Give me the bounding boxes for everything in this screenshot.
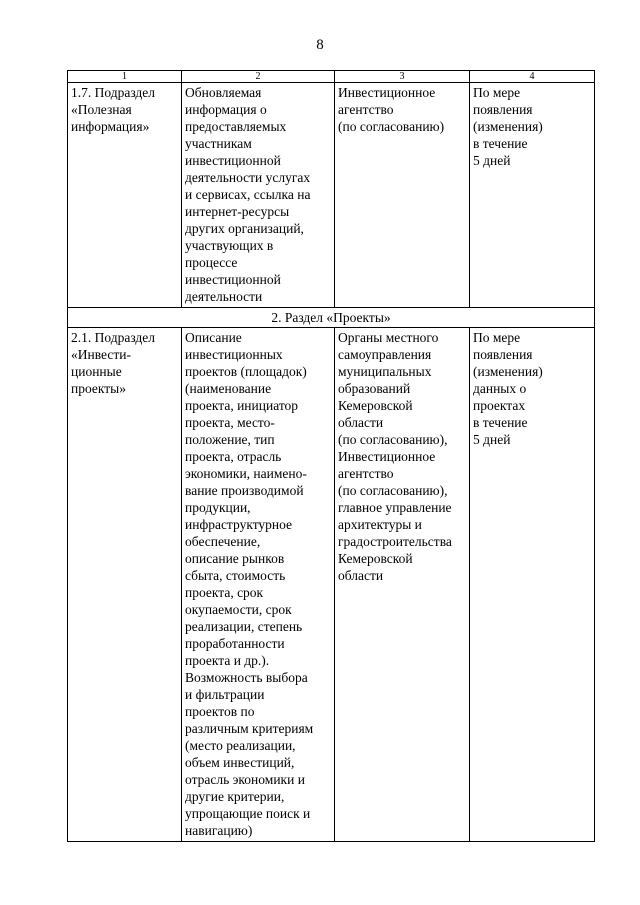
subsection-cell <box>68 83 182 308</box>
content-cell <box>182 328 335 842</box>
subsection-text: 1.7. Подраздел «Полезная информация» <box>71 85 156 134</box>
section-2-title: 2. Раздел «Проекты» <box>68 308 595 328</box>
responsible-cell <box>335 83 470 308</box>
page-number: 8 <box>316 37 324 53</box>
document-table <box>67 70 595 842</box>
column-number-4: 4 <box>470 71 595 83</box>
period-text: По мере появления (изменения) данных о проектах в течение 5 дней <box>473 330 543 447</box>
section-2-row <box>68 308 595 328</box>
table-row-1-7 <box>68 83 595 308</box>
content-text: Описание инвестиционных проектов (площадок) (наименование проекта, инициатор проекта, место- положение, тип проекта, отрасль экономики, наимено- вание производимой продукции, инфраструктурное обеспечение, описание рынков сбыта, стоимость проекта, срок окупаемости, срок реализации, степень проработанности проекта и др.). Возможность выбора и фильтрации проектов по различным критериям (место реализации, объем инвестиций, отрасль экономики и другие критерии, упрощающие поиск и навигацию) <box>185 330 314 838</box>
column-number-3: 3 <box>335 71 470 83</box>
period-text: По мере появления (изменения) в течение 5 дней <box>473 85 543 168</box>
column-number-row <box>68 71 595 83</box>
table-row-2-1 <box>68 328 595 842</box>
responsible-text: Инвестиционное агентство (по согласованию) <box>338 85 445 134</box>
period-cell <box>470 83 595 308</box>
column-number-2: 2 <box>182 71 335 83</box>
responsible-cell <box>335 328 470 842</box>
column-number-1: 1 <box>68 71 182 83</box>
content-text: Обновляемая информация о предоставляемых участникам инвестиционной деятельности услугах и сервисах, ссылка на интернет-ресурсы других организаций, участвующих в процессе инвестиционной деятельности <box>185 85 311 304</box>
content-cell <box>182 83 335 308</box>
responsible-text: Органы местного самоуправления муниципальных образований Кемеровской области (по согласованию), Инвестиционное агентство (по согласованию), главное управление архитектуры и градостроительства Кемеровской области <box>338 330 452 583</box>
subsection-text: 2.1. Подраздел «Инвести- ционные проекты» <box>71 330 156 396</box>
subsection-cell <box>68 328 182 842</box>
period-cell <box>470 328 595 842</box>
